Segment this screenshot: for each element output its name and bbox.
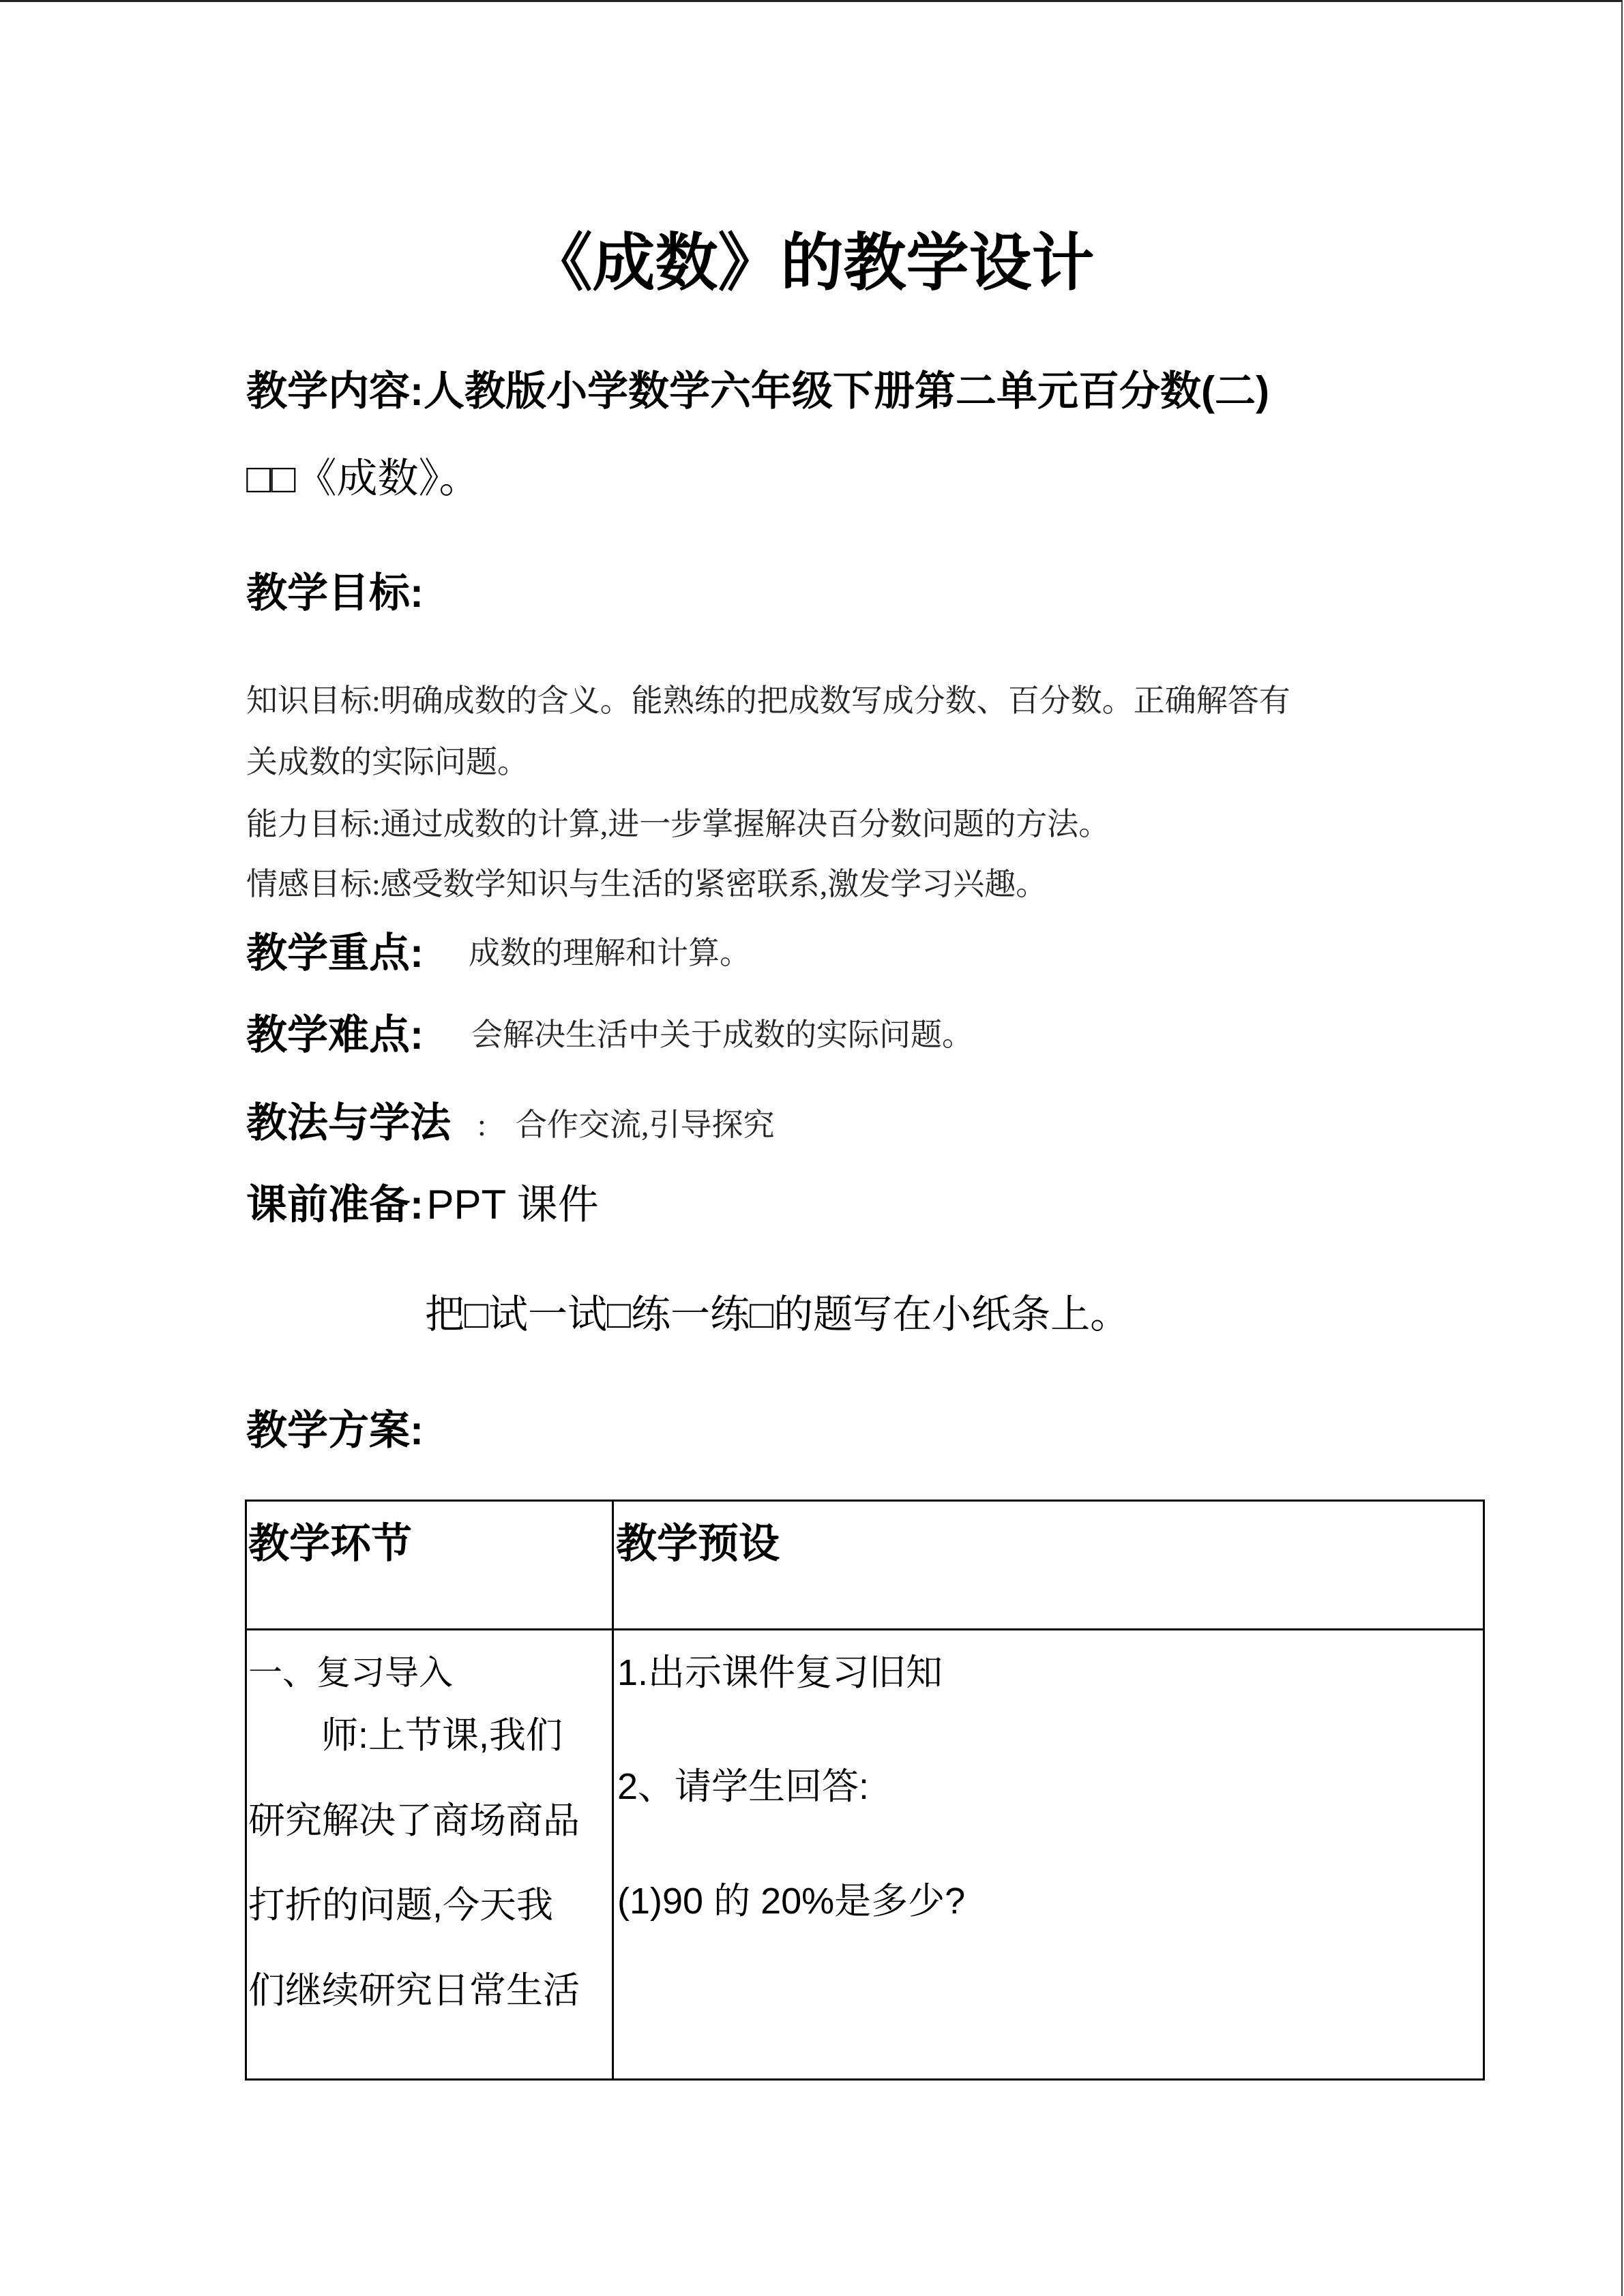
preparation-label: 课前准备: bbox=[246, 1182, 424, 1227]
teaching-content-text: 人教版小学数学六年级下册第二单元百分数(二) bbox=[423, 368, 1269, 414]
key-point-text: 成数的理解和计算。 bbox=[469, 936, 751, 970]
methods-label: 教法与学法 bbox=[246, 1100, 451, 1146]
table-column-divider bbox=[612, 1502, 614, 2078]
objective-line: 能力目标:通过成数的计算,进一步掌握解决百分数问题的方法。 bbox=[246, 807, 1110, 841]
stage-line: 一、复习导入 bbox=[248, 1654, 453, 1692]
preparation-text: PPT 课件 bbox=[426, 1182, 599, 1227]
teaching-content bbox=[246, 367, 1269, 416]
stage-line: 们继续研究日常生活 bbox=[248, 1970, 580, 2011]
objectives-heading: 教学目标: bbox=[246, 570, 424, 616]
difficult-point-label: 教学难点: bbox=[246, 1012, 424, 1058]
table-header-preset: 教学预设 bbox=[616, 1521, 780, 1566]
document-title: 《成数》的教学设计 bbox=[529, 228, 1095, 298]
methods-separator: : bbox=[477, 1107, 486, 1142]
key-point-label: 教学重点: bbox=[246, 930, 424, 976]
objective-line: 关成数的实际问题。 bbox=[246, 745, 529, 779]
preparation-note: 把□试一试□练一练□的题写在小纸条上。 bbox=[425, 1292, 1130, 1337]
teaching-content-label: 教学内容: bbox=[246, 368, 424, 414]
preparation bbox=[246, 1180, 599, 1229]
table-header-stage: 教学环节 bbox=[248, 1521, 412, 1566]
methods-text: 合作交流,引导探究 bbox=[516, 1107, 775, 1142]
preset-line: 2、请学生回答: bbox=[617, 1766, 870, 1807]
objective-line: 情感目标:感受数学知识与生活的紧密联系,激发学习兴趣。 bbox=[246, 867, 1048, 901]
objective-line: 知识目标:明确成数的含义。能熟练的把成数写成分数、百分数。正确解答有 bbox=[246, 683, 1290, 718]
stage-line: 打折的问题,今天我 bbox=[248, 1885, 554, 1926]
plan-heading: 教学方案: bbox=[246, 1407, 424, 1453]
stage-line: 师:上节课,我们 bbox=[321, 1715, 563, 1756]
preset-line: (1)90 的 20%是多少? bbox=[617, 1881, 966, 1922]
table-row-divider bbox=[247, 1628, 1483, 1630]
preset-line: 1.出示课件复习旧知 bbox=[617, 1652, 943, 1693]
teaching-content-line2: □□《成数》。 bbox=[246, 456, 480, 501]
stage-line: 研究解决了商场商品 bbox=[248, 1800, 580, 1841]
plan-table bbox=[245, 1500, 1485, 2081]
difficult-point-text: 会解决生活中关于成数的实际问题。 bbox=[471, 1017, 973, 1052]
